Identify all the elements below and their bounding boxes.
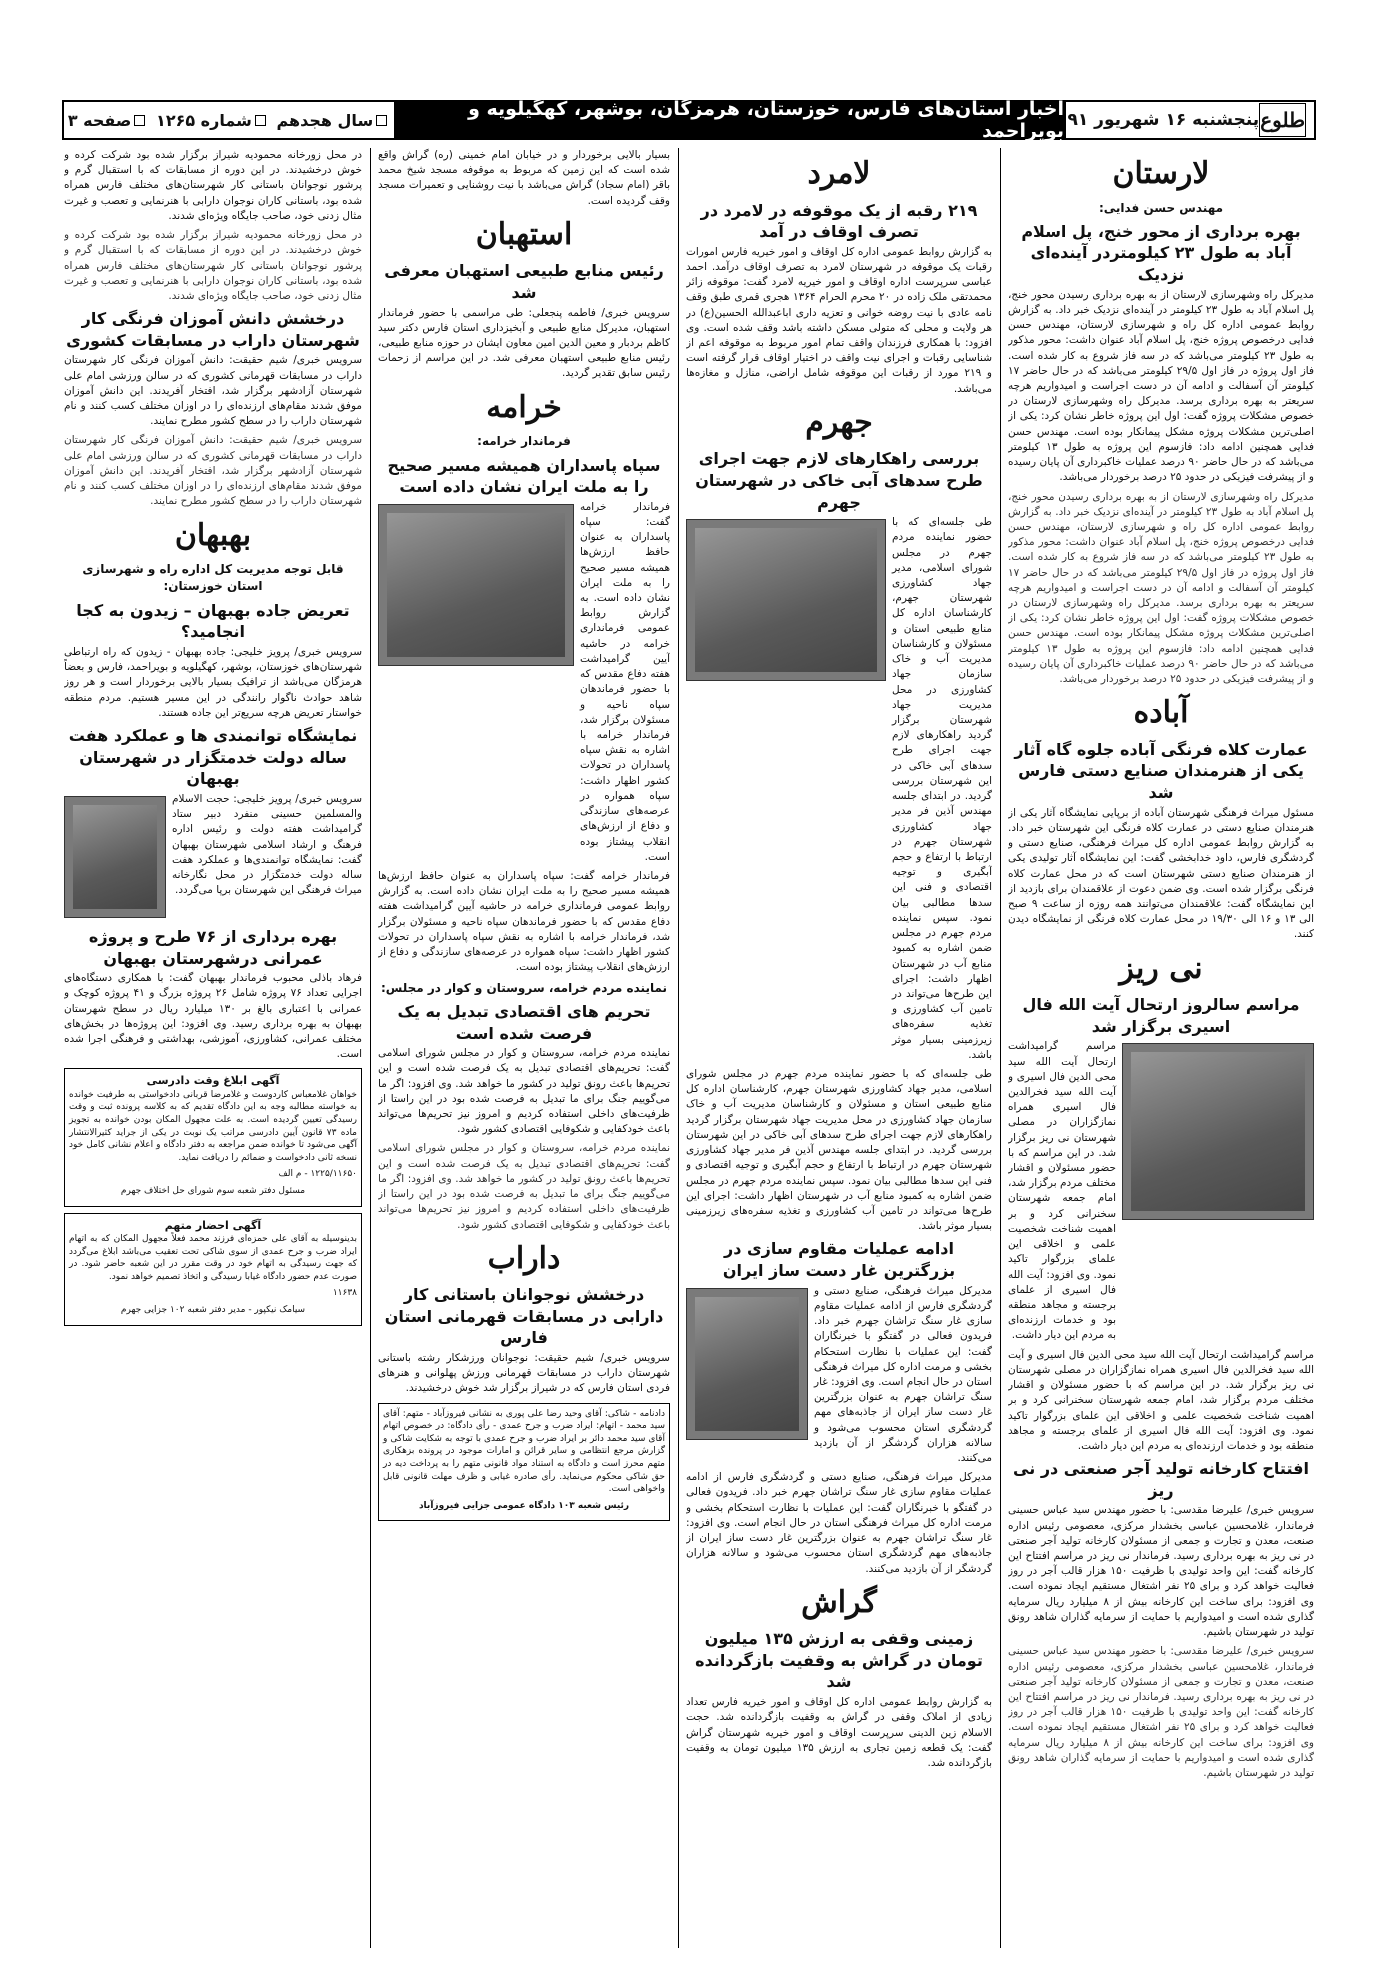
city-heading: داراب [487,1240,561,1276]
column-2 [686,148,992,1948]
city-heading: جهرم [805,404,873,440]
headline: رئیس منابع طبیعی استهبان معرفی شد [384,261,664,302]
photo-row [64,792,362,922]
issue-date: پنجشنبه ۱۶ شهریور ۹۱ [1067,110,1260,130]
article-body: فرماندار خرامه گفت: سپاه پاسداران به عنوان حافظ ارزش‌ها همیشه مسیر صحیح را به ملت ایران نشان داده است. به گزارش روابط عمومی فرمانداری خرامه در حاشیه آیین گرامیداشت هفته دفاع مقدس که با حضور فرماندهان سپاه ناحیه و مسئولان برگزار شد، فرماندار خرامه با اشاره به نقش سپاه پاسداران در تحولات کشور اظهار داشت: سپاه همواره در عرصه‌های سازندگی و دفاع از ارزش‌های انقلاب پیشتاز بوده است. [580,500,670,863]
column-divider [370,148,371,1948]
article-body: در محل زورخانه محمودیه شیراز برگزار شده بود شرکت کرده و خوش درخشیدند. در این دوره از مسابقات که با استقبال گرم و پرشور نوجوانان باستانی کار شهرستان‌های مختلف فارس همراه شده بود، باستانی کاران نوجوان دارابی با هنرنمایی و تعصب و غیرت مثال زدنی خود، صاحب جایگاه ویژه‌ای شدند. [64,149,362,222]
legal-notice [64,1068,362,1206]
headline: افتتاح کارخانه تولید آجر صنعتی در نی ریز [1013,1459,1309,1500]
notice-text: خواهان غلامعباس کاردوست و غلامرضا قربانی دادخواستی به طرفیت خوانده به خواسته مطالبه وجه به این دادگاه تقدیم که به کلاسه پرونده ثبت و وقت رسیدگی تعیین گردیده است. به علت مجهول المکان بودن خوانده به تجویز ماده ۷۳ قانون آیین دادرسی مراتب یک نوبت در یکی از جراید کثیرالانتشار آگهی می‌شود تا خوانده ضمن مراجعه به دفتر دادگاه و اعلام نشانی کامل خود نسخه ثانی دادخواست و ضمائم را دریافت نماید. [69,1089,358,1163]
article-body: سرویس خبری/ پرویز خلیجی: جاده بهبهان - زیدون که راه ارتباطی شهرستان‌های خوزستان، بوشهر، کهگیلویه و بویراحمد، فارس و بعضاً هرمزگان می‌باشد از ترافیک بسیار بالایی برخوردار است و هر روز شاهد حوادث ناگوار رانندگی در این مسیر هستیم. مردم منطقه خواستار تعریض هرچه سریع‌تر این جاده هستند. [64,646,362,719]
article-body: مراسم گرامیداشت ارتحال آیت الله سید محی الدین فال اسیری و آیت الله سید فخرالدین فال اسیری همراه نمازگزاران در مصلی شهرستان نی ریز برگزار شد. در این مراسم که با حضور مسئولان و اقشار مختلف مردم برگزار شد، امام جمعه شهرستان سخنرانی کرد و بر اهمیت شناخت شخصیت علمی و اخلاقی این علمای بزرگوار تاکید نمود. وی افزود: آیت الله فال اسیری از علمای برجسته و مجاهد منطقه بود و خدمات ارزنده‌ای به مردم این دیار داشت. [1008,1040,1116,1342]
article-body: سرویس خبری/ علیرضا مقدسی: با حضور مهندس سید عباس حسینی فرماندار، غلامحسین عباسی بخشدار مرکزی، معصومی رئیس اداره صنعت، معدن و تجارت و جمعی از مسئولان کارخانه تولید آجر صنعتی در نی ریز به بهره برداری رسید. فرماندار نی ریز در مراسم افتتاح این کارخانه گفت: این واحد تولیدی با ظرفیت ۱۵۰ هزار قالب آجر در روز فعالیت خواهد کرد و برای ۲۵ نفر اشتغال مستقیم ایجاد نموده است. وی افزود: برای ساخت این کارخانه بیش از ۸ میلیارد ریال سرمایه گذاری شده است و امیدواریم با حمایت از سرمایه گذاران شاهد رونق تولید در شهرستان باشیم. [1008,1645,1314,1780]
notice-code: ۱۱۶۳۸ [332,1288,357,1299]
article-body: بسیار بالایی برخوردار و در خیابان امام خمینی (ره) گراش واقع شده است که این زمین که مربوط به موقوفه مسجد شیخ محمد باقر (امام سجاد) گراش می‌باشد با نیت روشنایی و تعمیرات مسجد وقف گردیده است. [378,149,670,207]
notice-text: دادنامه - شاکی: آقای وحید رضا علی پوری به نشانی فیروزآباد - متهم: آقای سید محمد - اتهام: ایراد ضرب و جرح عمدی - رأی دادگاه: در خصوص اتهام آقای سید محمد دائر بر ایراد ضرب و جرح عمدی با توجه به شکایت شاکی و گزارش مرجع انتظامی و سایر قرائن و امارات موجود در پرونده بزهکاری متهم محرز است و دادگاه به استناد مواد قانونی متهم را به پرداخت دیه در حق شاکی محکوم می‌نماید. رأی صادره غیابی و ظرف مهلت قانونی قابل واخواهی است. [383,1408,665,1495]
group-photo [378,504,574,666]
article-body: مدیرکل راه وشهرسازی لارستان از به بهره برداری رسیدن محور خنج، پل اسلام آباد به طول ۲۳ کیلومتر در آینده‌ای نزدیک خبر داد. به گزارش روابط عمومی اداره کل راه و شهرسازی لارستان، مهندس حسن فدایی درخصوص پروژه خنج، پل اسلام آباد عنوان داشت: محور مذکور به طول ۲۳ کیلومتر می‌باشد که در سه فاز شروع به کار شده است. فاز اول پروژه در فاز اول ۲۹/۵ کیلومتر می‌باشد که در حال حاضر ۱۷ کیلومتر آن آسفالت و ادامه آن در دست اجراست و امیدواریم هرچه سریعتر به بهره برداری برسد. مدیرکل راه وشهرسازی لارستان در خصوص مشکلات پروژه گفت: اول این پروژه خاطر نشان کرد: یکی از اصلی‌ترین مشکلات پروژه مشکل پیمانکار بوده است. مهندس حسن فدایی همچنین ادامه داد: فازسوم این پروژه به طول ۱۳ کیلومتر می‌باشد که در حال حاضر ۹۰ درصد عملیات خاکبرداری آن پایان رسیده و از پیشرفت فیزیکی در حدود ۲۵ درصد برخوردار می‌باشد. [1008,490,1314,686]
notice-signature: رئیس شعبه ۱۰۳ دادگاه عمومی جزایی فیروزآباد [418,1500,630,1511]
byline: فرماندار خرامه: [477,434,571,449]
notice-code: ۱۲۲۵/۱۱۶۵۰ - م الف [278,1169,357,1180]
headline: ۲۱۹ رقبه از یک موقوفه در لامرد در تصرف اوقاف در آمد [700,200,978,242]
column-4 [64,148,362,1948]
headline: درخشش نوجوانان باستانی کار دارابی در مسابقات قهرمانی استان فارس [384,1285,664,1348]
square-icon [134,115,145,126]
headline: ادامه عملیات مقاوم سازی در بزرگترین غار دست ساز ایران [722,1239,956,1281]
headline: سپاه پاسداران همیشه مسیر صحیح را به ملت ایران نشان داده است [387,455,661,497]
headline: بررسی راهکارهای لازم جهت اجرای طرح سدهای آبی خاکی در شهرستان جهرم [695,449,983,512]
meeting-photo [686,519,886,681]
headline: مراسم سالروز ارتحال آیت الله فال اسیری برگزار شد [1022,995,1300,1036]
article-body: مراسم گرامیداشت ارتحال آیت الله سید محی الدین فال اسیری و آیت الله سید فخرالدین فال اسیری همراه نمازگزاران در مصلی شهرستان نی ریز برگزار شد. در این مراسم که با حضور مسئولان و اقشار مختلف مردم برگزار شد، امام جمعه شهرستان سخنرانی کرد و بر اهمیت شناخت شخصیت علمی و اخلاقی این علمای بزرگوار تاکید نمود. وی افزود: آیت الله فال اسیری از علمای برجسته و مجاهد منطقه بود و خدمات ارزنده‌ای به مردم این دیار داشت. [1008,1348,1314,1452]
article-body: سرویس خبری/ شیم حقیقت: دانش آموزان فرنگی کار شهرستان داراب در مسابقات قهرمانی کشوری که در سالن ورزشی امام علی شهرستان آزادشهر برگزار شد، افتخار آفریدند. این دانش آموزان موفق شدند مقام‌های ارزنده‌ای را در اوزان مختلف کسب کنند و نام شهرستان داراب را در سطح کشور مطرح نمایند. [64,354,362,428]
headline: بهره برداری از ۷۶ طرح و پروژه عمرانی درشهرستان بهبهان [88,926,338,968]
article-body: طی جلسه‌ای که با حضور نماینده مردم جهرم در مجلس شورای اسلامی، مدیر جهاد کشاورزی شهرستان جهرم، کارشناسان اداره کل منابع طبیعی استان و مسئولان و کارشناسان مدیریت آب و خاک سازمان جهاد کشاورزی در محل مدیریت جهاد شهرستان برگزار گردید راهکارهای لازم جهت اجرای طرح سدهای آبی خاکی در این شهرستان بررسی گردید. در ابتدای جلسه مهندس آذین فر مدیر جهاد کشاورزی شهرستان جهرم در ارتباط با ارتفاع و حجم آبگیری و توجیه اقتصادی و فنی این سدها مطالبی بیان نمود. سپس نماینده مردم جهرم در مجلس ضمن اشاره به کمبود منابع آب در شهرستان اظهار داشت: اجرای این طرح‌ها می‌تواند در تامین آب کشاورزی و تغذیه سفره‌های زیرزمینی بسیار موثر باشد. [686,1068,992,1233]
city-heading: لارستان [1112,156,1210,191]
article-body: نماینده مردم خرامه، سروستان و کوار در مجلس شورای اسلامی گفت: تحریم‌های اقتصادی تبدیل به یک فرصت شده است و این تحریم‌ها باعث رونق تولید در کشور ما خواهد شد. وی افزود: اگر ما می‌گوییم جنگ برای ما تبدیل به فرصت شده بود در این راستا از ظرفیت‌های داخلی استفاده کردیم و امروز نیز تحریم‌ها می‌تواند باعث خودکفایی و شکوفایی اقتصادی کشور شود. [378,1047,670,1136]
headline: بهره برداری از محور خنج، پل اسلام آباد به طول ۲۳ کیلومتردر آینده‌ای نزدیک [1021,221,1301,285]
article-body: مدیرکل راه وشهرسازی لارستان از به بهره برداری رسیدن محور خنج، پل اسلام آباد به طول ۲۳ کیلومتر در آینده‌ای نزدیک خبر داد. به گزارش روابط عمومی اداره کل راه و شهرسازی لارستان، مهندس حسن فدایی درخصوص پروژه خنج، پل اسلام آباد عنوان داشت: محور مذکور به طول ۲۳ کیلومتر می‌باشد که در سه فاز شروع به کار شده است. فاز اول پروژه در فاز اول ۲۹/۵ کیلومتر می‌باشد که در حال حاضر ۱۷ کیلومتر آن آسفالت و ادامه آن در دست اجراست و امیدواریم هرچه سریعتر به بهره برداری برسد. مدیرکل راه وشهرسازی لارستان در خصوص مشکلات پروژه گفت: اول این پروژه خاطر نشان کرد: یکی از اصلی‌ترین مشکلات پروژه مشکل پیمانکار بوده است. مهندس حسن فدایی همچنین ادامه داد: فازسوم این پروژه به طول ۱۳ کیلومتر می‌باشد که در حال حاضر ۹۰ درصد عملیات خاکبرداری آن پایان رسیده و از پیشرفت فیزیکی در حدود ۲۵ درصد برخوردار می‌باشد. [1008,288,1314,484]
legal-notice [64,1213,362,1326]
headline: عمارت کلاه فرنگی آباده جلوه گاه آثار یکی از هنرمندان صنایع دستی فارس شد [1014,739,1308,803]
byline: مهندس حسن فدایی: [1098,200,1224,215]
photo-row [686,1284,992,1471]
article-body: به گزارش روابط عمومی اداره کل اوقاف و امور خیریه فارس امورات رقبات یک موقوفه در شهرستان لامرد به تصرف اوقاف درآمد. احمد عباسی سرپرست اداره اوقاف و امور خیریه لامرد گفت: موقوفه زائر محمدتقی ملک زاده در ۲۰ محرم الحرام ۱۳۶۴ هجری قمری طبق وقف نامه عادی با نیت روضه خوانی و تعزیه داری اباعبدالله الحسین(ع) در هر ولایت و محلی که متولی مسکن داشته باشد وقف شده است. وی افزود: با همکاری فرزندان واقف تمام امور مربوط به موقوفه اعم از شناسایی رقبات و اجرای نیت واقف در اختیار اوقاف قرار گرفته است و ۲۱۹ مورد از رقبات این موقوفه شامل اراضی، منازل و مغازه‌ها می‌باشد. [686,245,992,395]
year-label: سال هجدهم [276,111,390,130]
article-body: مدیرکل میراث فرهنگی، صنایع دستی و گردشگری فارس از ادامه عملیات مقاوم سازی غار سنگ تراشان جهرم خبر داد. فریدون فعالی در گفتگو با خبرنگاران گفت: این عملیات با نظارت استحکام بخشی و مرمت اداره کل میراث فرهنگی استان در حال انجام است. وی افزود: غار سنگ تراشان جهرم به عنوان بزرگترین غار دست ساز ایران از جاذبه‌های مهم گردشگری استان محسوب می‌شود و سالانه هزاران گردشگر از آن بازدید می‌کنند. [814,1284,992,1465]
article-body: نماینده مردم خرامه، سروستان و کوار در مجلس شورای اسلامی گفت: تحریم‌های اقتصادی تبدیل به یک فرصت شده است و این تحریم‌ها باعث رونق تولید در کشور ما خواهد شد. وی افزود: اگر ما می‌گوییم جنگ برای ما تبدیل به فرصت شده بود در این راستا از ظرفیت‌های داخلی استفاده کردیم و امروز نیز تحریم‌ها می‌تواند باعث خودکفایی و شکوفایی اقتصادی کشور شود. [378,1142,670,1231]
newspaper-logo: طلوع [1259,103,1306,137]
city-heading: نی ریز [1119,950,1203,986]
article-body: سرویس خبری/ علیرضا مقدسی: با حضور مهندس سید عباس حسینی فرماندار، غلامحسین عباسی بخشدار مرکزی، معصومی رئیس اداره صنعت، معدن و تجارت و جمعی از مسئولان کارخانه تولید آجر صنعتی در نی ریز به بهره برداری رسید. فرماندار نی ریز در مراسم افتتاح این کارخانه گفت: این واحد تولیدی با ظرفیت ۱۵۰ هزار قالب آجر در روز فعالیت خواهد کرد و برای ۲۵ نفر اشتغال مستقیم ایجاد نموده است. وی افزود: برای ساخت این کارخانه بیش از ۸ میلیارد ریال سرمایه گذاری شده است و امیدواریم با حمایت از سرمایه گذاران شاهد رونق تولید در شهرستان باشیم. [1008,1504,1314,1639]
headline: درخشش دانش آموزان فرنگی کار شهرستان داراب در مسابقات کشوری [66,309,360,350]
column-divider [678,148,679,1948]
headline: تحریم های اقتصادی تبدیل به یک فرصت شده است [397,1001,651,1043]
section-title: اخبار استان‌های فارس، خوزستان، هرمزگان، بوشهر، کهگیلویه و بویراحمد [396,102,1064,138]
photo-row [1008,1039,1314,1347]
issue-number: شماره ۱۲۶۵ [156,111,269,130]
legal-notice [378,1403,670,1522]
portrait-photo [64,796,166,918]
column-1 [1008,148,1314,1948]
article-body: به گزارش روابط عمومی اداره کل اوقاف و امور خیریه فارس تعداد زیادی از املاک وقفی در گراش به وقفیت بازگردانده شد. حجت الاسلام زین الدینی سرپرست اوقاف و امور خیریه شهرستان گراش گفت: یک قطعه زمین تجاری به ارزش ۱۳۵ میلیون تومان به وقفیت بازگردانده شد. [686,1696,992,1769]
article-body: سرویس خبری/ پرویز خلیجی: حجت الاسلام والمسلمین حسینی منفرد دبیر ستاد گرامیداشت هفته دولت و رئیس اداره فرهنگ و ارشاد اسلامی شهرستان بهبهان گفت: نمایشگاه توانمندی‌ها و عملکرد هفت ساله دولت خدمتگزار در محل نگارخانه میراث فرهنگی این شهرستان برپا می‌گردد. [172,792,362,897]
column-3 [378,148,670,1948]
city-heading: استهبان [475,216,573,252]
notice-title: آگهی احضار متهم [164,1218,262,1232]
square-icon [255,115,266,126]
city-heading: آباده [1133,695,1189,731]
column-divider [1000,148,1001,1948]
masthead-left [64,102,396,138]
article-body: طی جلسه‌ای که با حضور نماینده مردم جهرم در مجلس شورای اسلامی، مدیر جهاد کشاورزی شهرستان جهرم، کارشناسان اداره کل منابع طبیعی استان و مسئولان و کارشناسان مدیریت آب و خاک سازمان جهاد کشاورزی در محل مدیریت جهاد شهرستان برگزار گردید راهکارهای لازم جهت اجرای طرح سدهای آبی خاکی در این شهرستان بررسی گردید. در ابتدای جلسه مهندس آذین فر مدیر جهاد کشاورزی شهرستان جهرم در ارتباط با ارتفاع و حجم آبگیری و توجیه اقتصادی و فنی این سدها مطالبی بیان نمود. سپس نماینده مردم جهرم در مجلس ضمن اشاره به کمبود منابع آب در شهرستان اظهار داشت: اجرای این طرح‌ها می‌تواند در تامین آب کشاورزی و تغذیه سفره‌های زیرزمینی بسیار موثر باشد. [892,516,992,1061]
page-number: صفحه ۳ [68,111,149,130]
portrait-photo [686,1288,808,1440]
masthead [62,100,1316,140]
headline: نمایشگاه توانمندی ها و عملکرد هفت ساله دولت خدمتگزار در شهرستان بهبهان [68,726,358,789]
headline: زمینی وقفی به ارزش ۱۳۵ میلیون تومان در گراش به وقفیت بازگردانده شد [695,1629,983,1692]
article-body: سرویس خبری/ فاطمه پنجعلی: طی مراسمی با حضور فرماندار استهبان، مدیرکل منابع طبیعی و آبخیزداری استان فارس دکتر سید کاظم بردبار و معین الدین امین معاون ایشان در حوزه منابع طبیعی، رئیس منابع طبیعی استهبان معرفی شد. در این مراسم از زحمات رئیس سابق تقدیر گردید. [378,306,670,380]
city-heading: لامرد [807,156,871,191]
square-icon [376,115,387,126]
city-heading: خرامه [486,389,562,425]
article-body: فرهاد باذلی محبوب فرماندار بهبهان گفت: با همکاری دستگاه‌های اجرایی تعداد ۷۶ پروژه شامل ۲۶ پروژه بزرگ و ۴۱ پروژه کوچک و عمرانی با اعتباری بالغ بر ۱۳۰ میلیارد ریال در سطح شهرستان بهبهان به بهره برداری رسید. وی افزود: این پروژه‌ها در بخش‌های مختلف عمرانی، کشاورزی، آموزشی، بهداشتی و فرهنگی اجرا شده است. [64,972,362,1061]
masthead-right [1064,102,1314,138]
headline: تعریض جاده بهبهان – زیدون به کجا انجامید؟ [76,600,350,642]
city-heading: بهبهان [174,517,252,553]
notice-signature: مسئول دفتر شعبه سوم شورای حل اختلاف جهرم [120,1185,306,1196]
photo-row [686,515,992,1067]
notice-text: بدینوسیله به آقای علی حمزه‌ای فرزند محمد فعلاً مجهول المکان که به اتهام ایراد ضرب و جرح عمدی از سوی شاکی تحت تعقیب می‌باشد ابلاغ می‌گردد که جهت رسیدگی به اتهام خود در وقت مقرر در این شعبه حاضر شود. در صورت عدم حضور دادگاه غیابا رسیدگی و اتخاذ تصمیم خواهد نمود. [69,1233,357,1282]
ceremony-photo [1122,1043,1314,1220]
article-body: مدیرکل میراث فرهنگی، صنایع دستی و گردشگری فارس از ادامه عملیات مقاوم سازی غار سنگ تراشان جهرم خبر داد. فریدون فعالی در گفتگو با خبرنگاران گفت: این عملیات با نظارت استحکام بخشی و مرمت اداره کل میراث فرهنگی استان در حال انجام است. وی افزود: غار سنگ تراشان جهرم به عنوان بزرگترین غار دست ساز ایران از جاذبه‌های مهم گردشگری استان محسوب می‌شود و سالانه هزاران گردشگر از آن بازدید می‌کنند. [686,1471,992,1575]
byline: نماینده مردم خرامه، سروستان و کوار در مجلس: [380,980,668,995]
article-body: سرویس خبری/ شیم حقیقت: دانش آموزان فرنگی کار شهرستان داراب در مسابقات قهرمانی کشوری که در سالن ورزشی امام علی شهرستان آزادشهر برگزار شد، افتخار آفریدند. این دانش آموزان موفق شدند مقام‌های ارزنده‌ای را در اوزان مختلف کسب کنند و نام شهرستان داراب را در سطح کشور مطرح نمایند. [64,434,362,508]
city-heading: گراش [801,1584,877,1620]
article-body: مسئول میراث فرهنگی شهرستان آباده از برپایی نمایشگاه آثار یکی از هنرمندان صنایع دستی در عمارت کلاه فرنگی این شهرستان خبر داد. به گزارش روابط عمومی اداره کل میراث فرهنگی، صنایع دستی و گردشگری فارس، داود خدابخشی گفت: این نمایشگاه آثار تولیدی یکی از هنرمندان صنایع دستی شهرستان است که در محل عمارت کلاه فرنگی برگزار شده است. وی ضمن دعوت از علاقمندان برای بازدید از این نمایشگاه گفت: علاقمندان می‌توانند همه روزه از ساعت ۹ صبح الی ۱۳ و ۱۶ الی ۱۹/۳۰ در محل عمارت کلاه فرنگی از نمایشگاه دیدن کنند. [1008,806,1314,941]
article-body: سرویس خبری/ شیم حقیقت: نوجوانان ورزشکار رشته باستانی شهرستان داراب در مسابقات قهرمانی ورزش پهلوانی و هنرهای فردی استان فارس که در شیراز برگزار شد خوش درخشیدند. [378,1352,670,1395]
notice-title: آگهی ابلاغ وقت دادرسی [146,1074,280,1088]
article-body: فرماندار خرامه گفت: سپاه پاسداران به عنوان حافظ ارزش‌ها همیشه مسیر صحیح را به ملت ایران نشان داده است. به گزارش روابط عمومی فرمانداری خرامه در حاشیه آیین گرامیداشت هفته دفاع مقدس که با حضور فرماندهان سپاه ناحیه و مسئولان برگزار شد، فرماندار خرامه با اشاره به نقش سپاه پاسداران در تحولات کشور اظهار داشت: سپاه همواره در عرصه‌های سازندگی و دفاع از ارزش‌های انقلاب پیشتاز بوده است. [378,869,670,974]
notice-signature: سیامک نیکپور - مدیر دفتر شعبه ۱۰۲ جزایی جهرم [120,1304,306,1315]
photo-row [378,500,670,869]
article-body: در محل زورخانه محمودیه شیراز برگزار شده بود شرکت کرده و خوش درخشیدند. در این دوره از مسابقات که با استقبال گرم و پرشور نوجوانان باستانی کار شهرستان‌های مختلف فارس همراه شده بود، باستانی کاران نوجوان دارابی با هنرنمایی و تعصب و غیرت مثال زدنی خود، صاحب جایگاه ویژه‌ای شدند. [64,229,362,302]
byline: قابل توجه مدیریت کل اداره راه و شهرسازی استان خوزستان: [82,562,344,594]
